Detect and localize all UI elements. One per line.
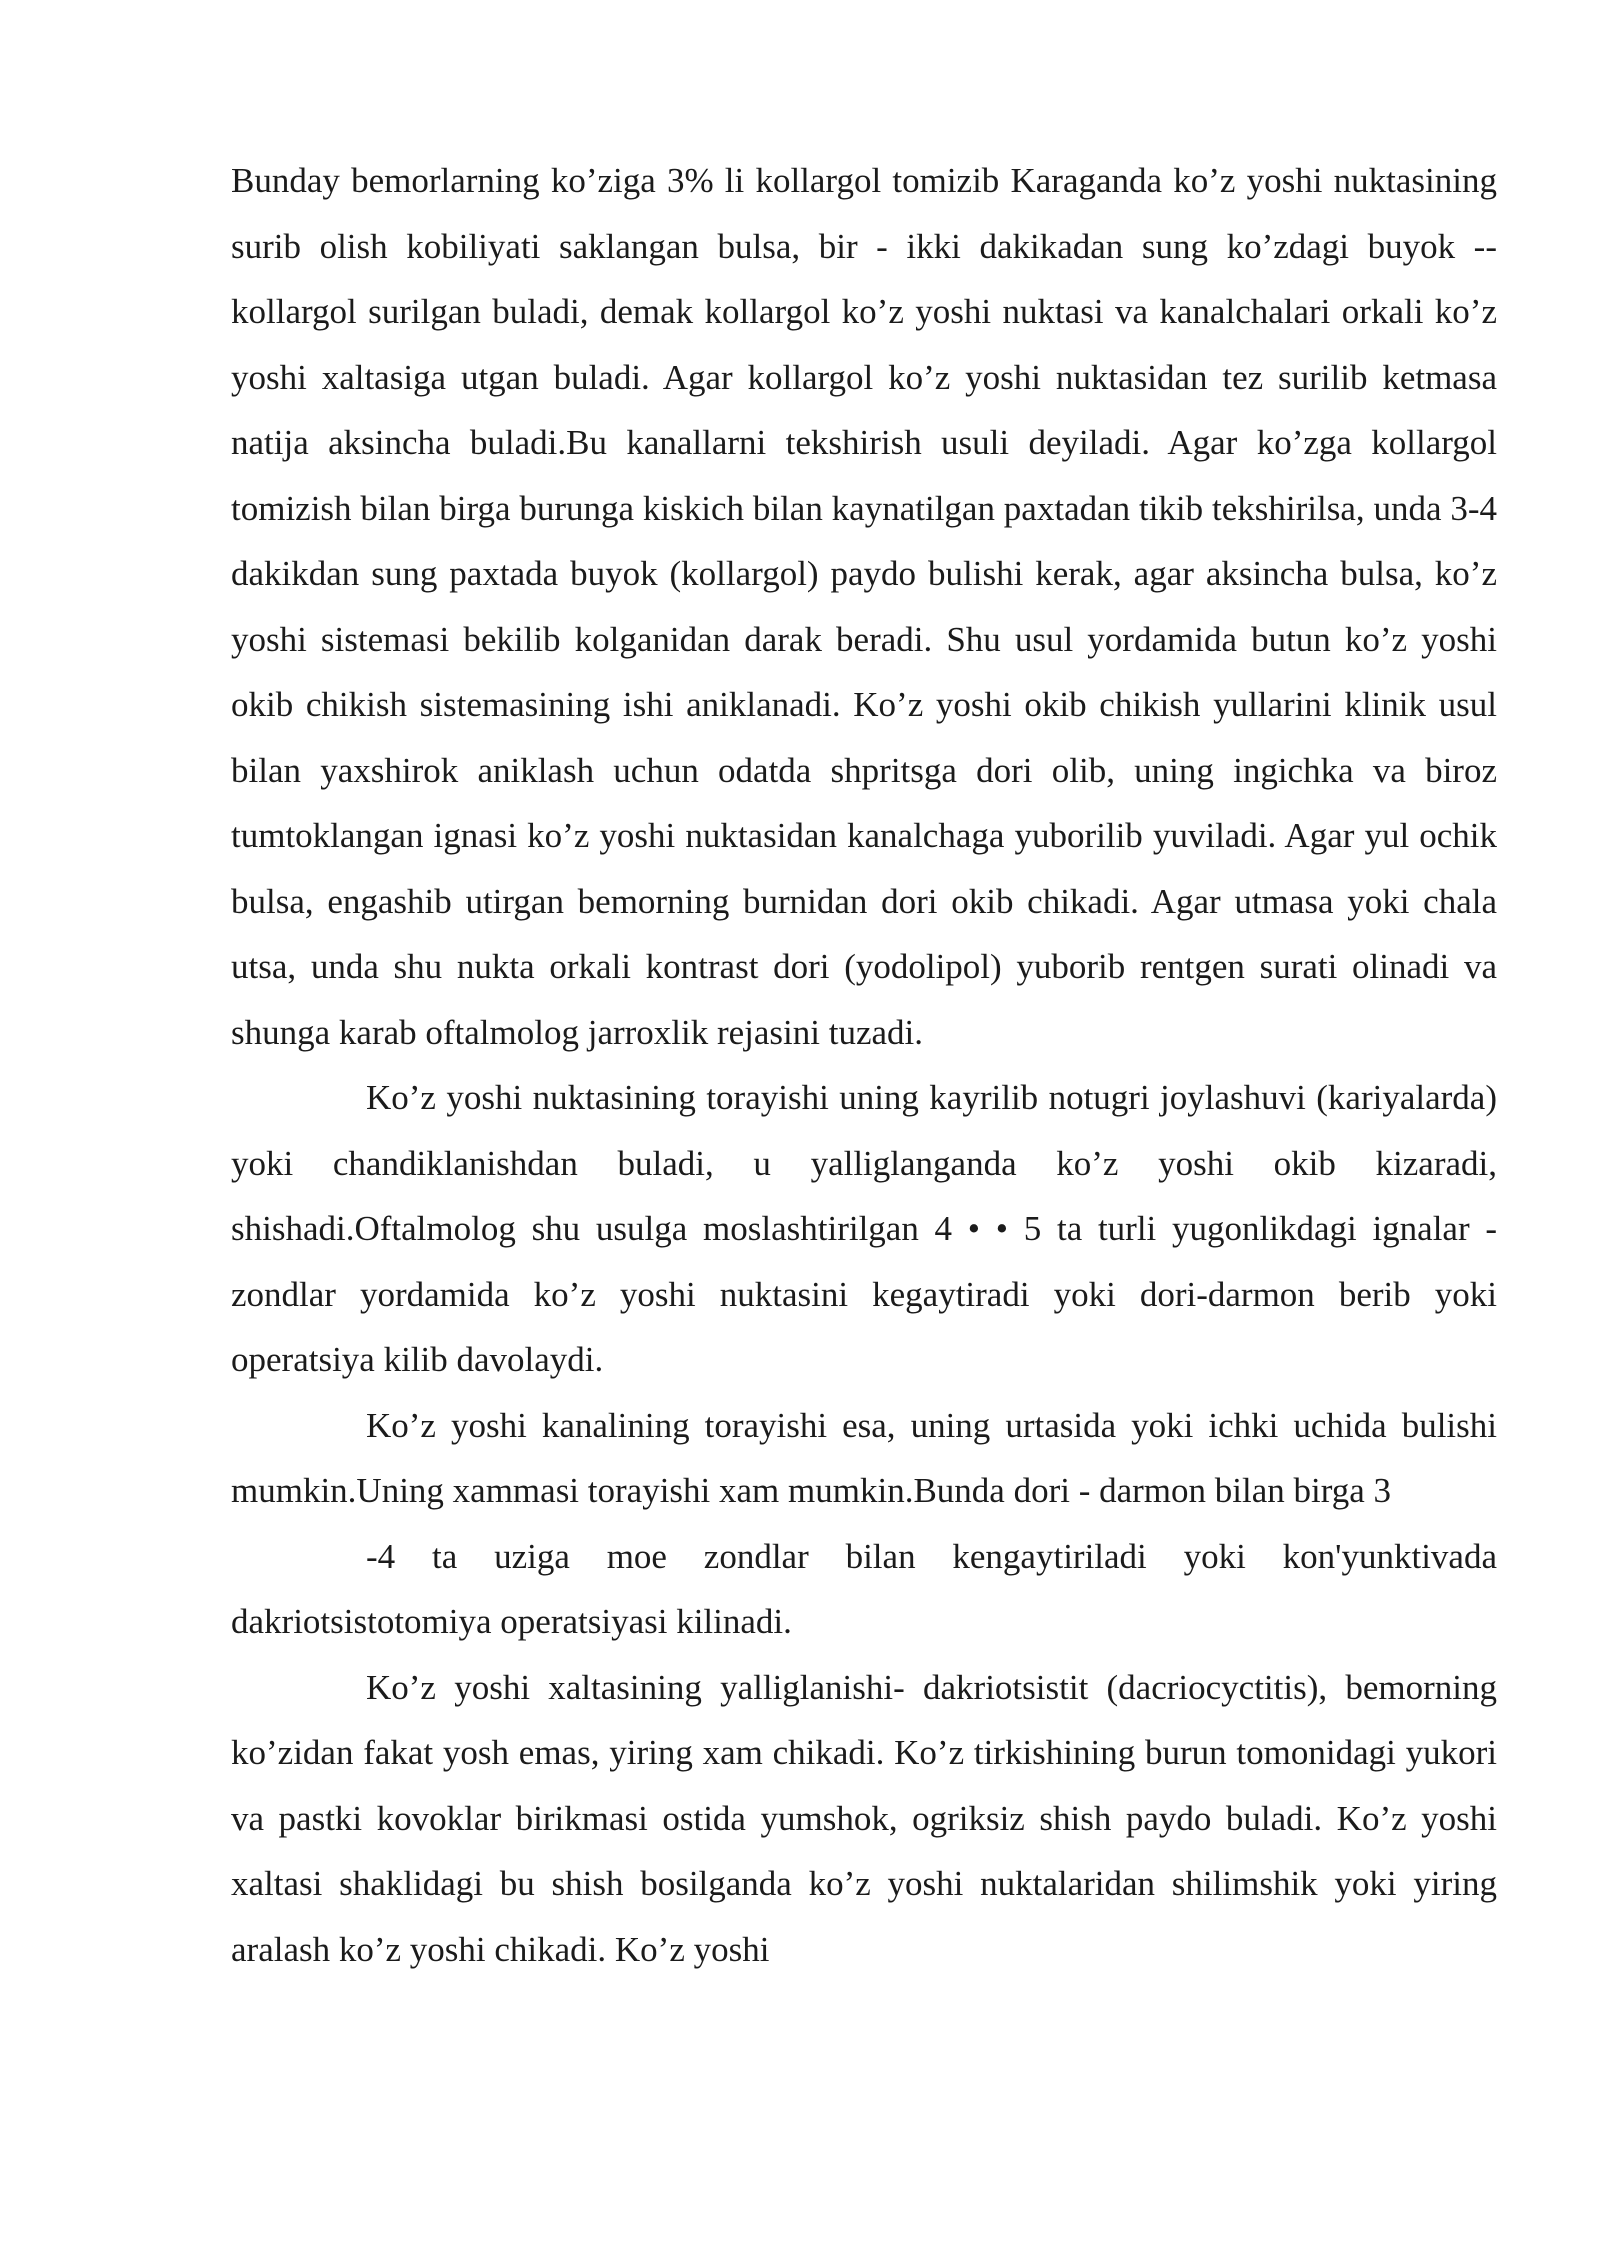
paragraph-nuktasi-torayishi: Ko’z yoshi nuktasining torayishi uning kayrilib notugri joylashuvi (kariyalarda) yoki chandiklanishdan buladi, u yalliglanganda ko’z yoshi okib kizaradi, shishadi.Oftalmolog shu usulga moslashtirilgan 4 • • 5 ta turli yugonlikdagi ignalar - zondlar yordamida ko’z yoshi nuktasini kegaytiradi yoki dori-darmon berib yoki operatsiya kilib davolaydi. [231,1078,1497,1379]
paragraph-kanal-torayishi: Ko’z yoshi kanalining torayishi esa, uning urtasida yoki ichki uchida bulishi mumkin.Uning xammasi torayishi xam mumkin.Bunda dori - darmon bilan birga 3 [231,1405,1497,1510]
paragraph-dakriotsistit: Ko’z yoshi xaltasining yalliglanishi- dakriotsistit (dacriocyctitis), bemorning ko’zidan fakat yosh emas, yiring xam chikadi. Ko’z tirkishining burun tomonidagi yukori va pastki kovoklar birikmasi ostida yumshok, ogriksiz shish paydo buladi. Ko’z yoshi xaltasi shaklidagi bu shish bosilganda ko’z yoshi nuktalaridan shilimshik yoki yiring aralash ko’z yoshi chikadi. Ko’z yoshi [231,1667,1497,1969]
body-text [231,148,1497,1982]
paragraph-kollargol-test: Bunday bemorlarning ko’ziga 3% li kollargol tomizib Karaganda ko’z yoshi nuktasining surib olish kobiliyati saklangan bulsa, bir - ikki dakikadan sung ko’zdagi buyok -- kollargol surilgan buladi, demak kollargol ko’z yoshi nuktasi va kanalchalari orkali ko’z yoshi xaltasiga utgan buladi. Agar kollargol ko’z yoshi nuktasidan tez surilib ketmasa natija aksincha buladi.Bu kanallarni tekshirish usuli deyiladi. Agar ko’zga kollargol tomizish bilan birga burunga kiskich bilan kaynatilgan paxtadan tikib tekshirilsa, unda 3-4 dakikdan sung paxtada buyok (kollargol) paydo bulishi kerak, agar aksincha bulsa, ko’z yoshi sistemasi bekilib kolganidan darak beradi. Shu usul yordamida butun ko’z yoshi okib chikish sistemasining ishi aniklanadi. Ko’z yoshi okib chikish yullarini klinik usul bilan yaxshirok aniklash uchun odatda shpritsga dori olib, uning ingichka va biroz tumtoklangan ignasi ko’z yoshi nuktasidan kanalchaga yuborilib yuviladi. Agar yul ochik bulsa, engashib utirgan bemorning burnidan dori okib chikadi. Agar utmasa yoki chala utsa, unda shu nukta orkali kontrast dori (yodolipol) yuborib rentgen surati olinadi va shunga karab oftalmolog jarroxlik rejasini tuzadi. [231,161,1497,1052]
paragraph-zondlar: -4 ta uziga moe zondlar bilan kengaytiriladi yoki kon'yunktivada dakriotsistotomiya operatsiyasi kilinadi. [231,1536,1497,1641]
